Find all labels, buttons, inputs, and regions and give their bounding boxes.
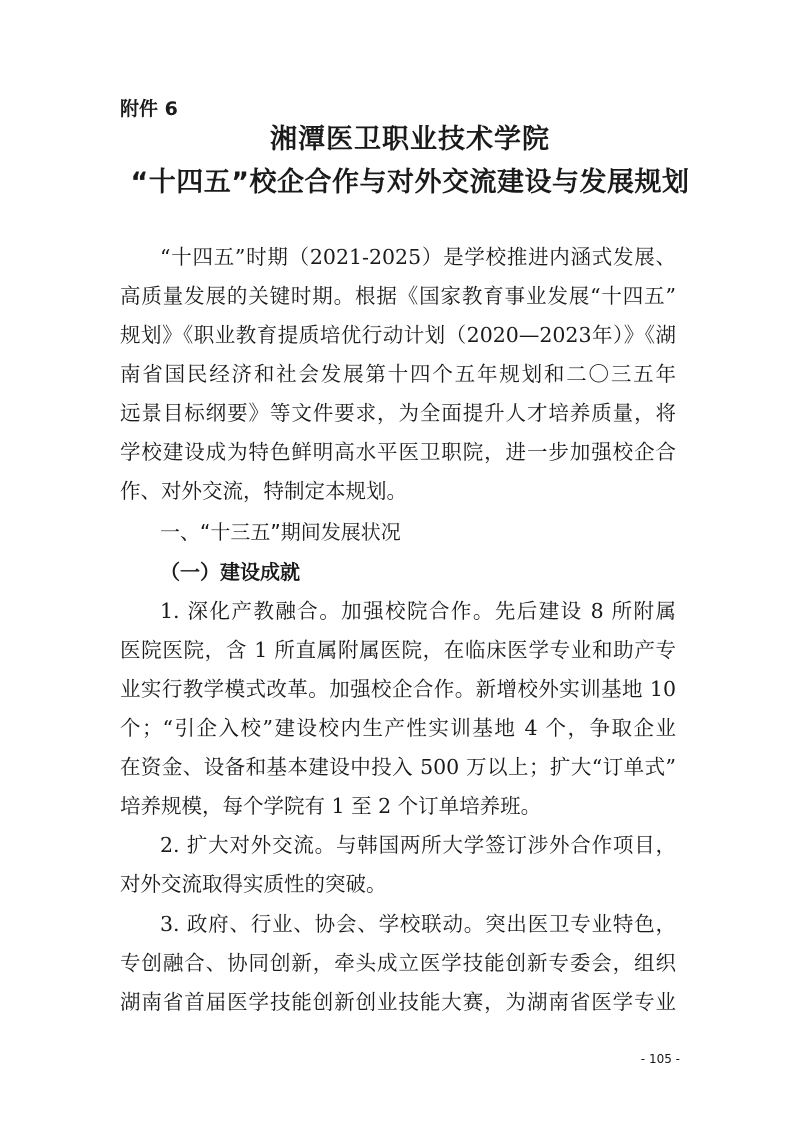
paragraph-line: 作、对外交流，特制定本规划。: [120, 479, 407, 503]
paragraph-line: 2. 扩大对外交流。与韩国两所大学签订涉外合作项目，: [160, 833, 676, 857]
title-line-2: “十四五”校企合作与对外交流建设与发展规划: [130, 167, 690, 198]
paragraph-line: 个；“引企入校”建设校内生产性实训基地 4 个，争取企业: [120, 716, 676, 740]
paragraph-line: 在资金、设备和基本建设中投入 500 万以上；扩大“订单式”: [120, 755, 676, 779]
paragraph-line: 培养规模，每个学院有 1 至 2 个订单培养班。: [120, 794, 542, 818]
paragraph-line: 医院医院，含 1 所直属附属医院，在临床医学专业和助产专: [120, 638, 676, 662]
attachment-label: 附件 6: [120, 98, 178, 120]
paragraph-line: 高质量发展的关键时期。根据《国家教育事业发展“十四五”: [120, 284, 676, 308]
paragraph-line: 南省国民经济和社会发展第十四个五年规划和二〇三五年: [120, 362, 676, 386]
page-number: - 105 -: [640, 1052, 680, 1066]
title-line-1: 湘潭医卫职业技术学院: [270, 124, 550, 155]
paragraph-line: 1. 深化产教融合。加强校院合作。先后建设 8 所附属: [160, 599, 676, 623]
section-heading: 一、“十三五”期间发展状况: [160, 520, 401, 544]
paragraph-line: 湖南省首届医学技能创新创业技能大赛，为湖南省医学专业: [120, 990, 676, 1014]
paragraph-line: 3. 政府、行业、协会、学校联动。突出医卫专业特色，: [160, 912, 676, 936]
paragraph-line: 对外交流取得实质性的突破。: [120, 872, 387, 896]
subsection-heading: （一）建设成就: [160, 560, 300, 584]
paragraph-line: 规划》《职业教育提质培优行动计划（2020—2023年）》《湖: [120, 323, 676, 347]
paragraph-line: 业实行教学模式改革。加强校企合作。新增校外实训基地 10: [120, 677, 676, 701]
paragraph-line: 专创融合、协同创新，牵头成立医学技能创新专委会，组织: [120, 951, 676, 975]
paragraph-line: “十四五”时期（2021-2025）是学校推进内涵式发展、: [160, 245, 676, 269]
paragraph-line: 远景目标纲要》等文件要求，为全面提升人才培养质量，将: [120, 401, 676, 425]
paragraph-line: 学校建设成为特色鲜明高水平医卫职院，进一步加强校企合: [120, 440, 676, 464]
